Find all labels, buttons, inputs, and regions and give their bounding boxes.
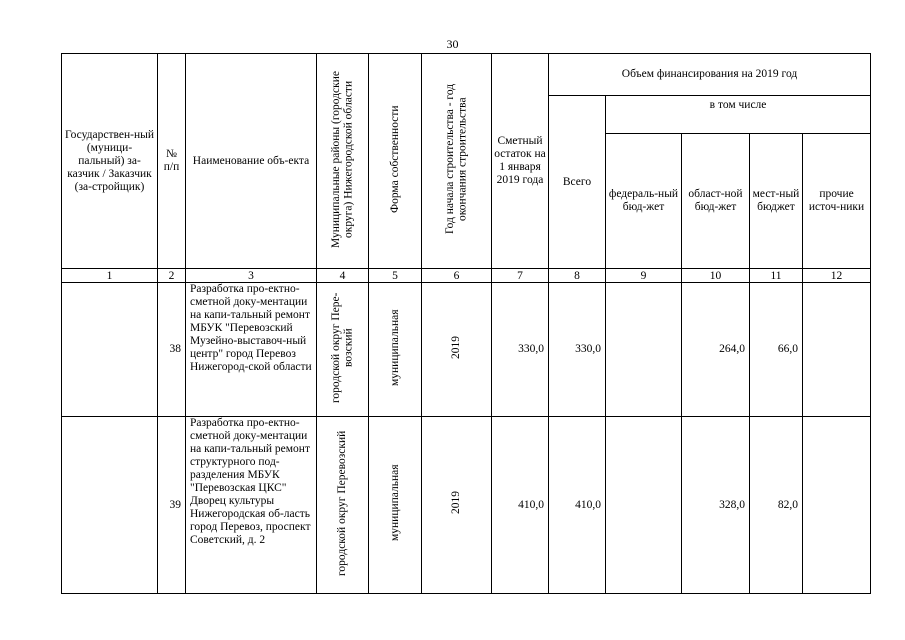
header-other: прочие источ-ники: [803, 134, 871, 269]
header-federal: федераль-ный бюд-жет: [606, 134, 682, 269]
column-number: 10: [682, 269, 750, 283]
cell-number: 38: [158, 283, 186, 417]
table-row: [62, 283, 871, 417]
cell-regional: 264,0: [682, 283, 750, 417]
header-number: № п/п: [158, 54, 186, 269]
cell-year-text: 2019: [450, 491, 463, 515]
header-customer: Государствен-ный (муници-пальный) за-казчик / Заказчик (за-стройщик): [62, 54, 158, 269]
column-number: 1: [62, 269, 158, 283]
cell-year: [422, 283, 492, 417]
cell-year-text: 2019: [450, 336, 463, 359]
cell-ownership-text: муниципальная: [388, 464, 401, 542]
cell-federal: [606, 283, 682, 417]
column-number: 11: [750, 269, 803, 283]
cell-estimate-balance: 410,0: [492, 417, 549, 594]
cell-ownership-text: муниципальная: [388, 309, 401, 386]
column-number: 8: [549, 269, 606, 283]
cell-local: 66,0: [750, 283, 803, 417]
cell-year: [422, 417, 492, 594]
header-estimate-balance: Сметный остаток на 1 января 2019 года: [492, 54, 549, 269]
cell-estimate-balance: 330,0: [492, 283, 549, 417]
cell-district: [317, 417, 369, 594]
header-ownership: [369, 54, 422, 269]
cell-district-text: городской округ Пере-возский: [330, 292, 355, 403]
page-number: 30: [446, 37, 459, 51]
header-districts-text: Муниципальные районы (городские округа) Нижегородской области: [330, 70, 355, 248]
table-row: [62, 417, 871, 594]
financing-table: [61, 53, 871, 594]
column-number: 9: [606, 269, 682, 283]
cell-customer: [62, 417, 158, 594]
cell-ownership: [369, 283, 422, 417]
header-years-text: Год начала строительства - год окончания строительства: [444, 83, 469, 235]
header-financing-group: Объем финансирования на 2019 год: [549, 54, 871, 96]
cell-number: 39: [158, 417, 186, 594]
column-number-row: [62, 269, 871, 283]
column-number: 2: [158, 269, 186, 283]
cell-regional: 328,0: [682, 417, 750, 594]
header-regional: област-ной бюд-жет: [682, 134, 750, 269]
header-years: [422, 54, 492, 269]
cell-other: [803, 283, 871, 417]
cell-federal: [606, 417, 682, 594]
cell-district: [317, 283, 369, 417]
header-local: мест-ный бюджет: [750, 134, 803, 269]
cell-total: 410,0: [549, 417, 606, 594]
cell-local: 82,0: [750, 417, 803, 594]
column-number: 7: [492, 269, 549, 283]
column-number: 5: [369, 269, 422, 283]
cell-other: [803, 417, 871, 594]
cell-object-name: Разработка про-ектно-сметной доку-ментации на капи-тальный ремонт структурного под-разделения МБУК "Перевозская ЦКС" Дворец культуры Нижегородская об-ласть город Перевоз, проспект Советский, д. 2: [186, 417, 317, 594]
header-districts: [317, 54, 369, 269]
column-number: 3: [186, 269, 317, 283]
cell-object-name: Разработка про-ектно-сметной доку-ментации на капи-тальный ремонт МБУК "Перевозский Музейно-выставоч-ный центр" город Перевоз Нижегород-ской области: [186, 283, 317, 417]
cell-district-text: городской округ Перевозский: [336, 430, 349, 576]
header-object-name: Наименование объ-екта: [186, 54, 317, 269]
column-number: 4: [317, 269, 369, 283]
cell-ownership: [369, 417, 422, 594]
cell-total: 330,0: [549, 283, 606, 417]
header-total: Всего: [549, 96, 606, 269]
column-number: 6: [422, 269, 492, 283]
column-number: 12: [803, 269, 871, 283]
header-including: в том числе: [606, 96, 871, 134]
cell-customer: [62, 283, 158, 417]
header-ownership-text: Форма собственности: [388, 105, 401, 213]
